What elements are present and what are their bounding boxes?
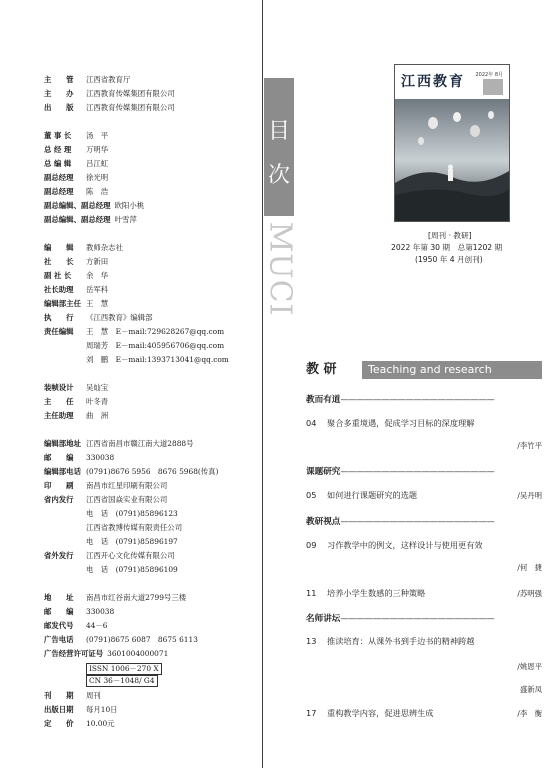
masthead-label: 总 经 理 <box>44 145 72 154</box>
section-title-cn: 教 研 <box>306 362 337 377</box>
column-divider <box>262 0 263 768</box>
toc-article[interactable]: 09 习作教学中的例文，这样设计与使用更有效 <box>306 540 483 550</box>
toc-author: /吴丹明 <box>517 491 542 500</box>
masthead-value: CN 36－1048/ G4 <box>86 675 158 687</box>
masthead-value: 《江西教育》编辑部 <box>86 313 153 322</box>
masthead-value: 44－6 <box>86 621 108 630</box>
masthead-row <box>44 159 108 169</box>
masthead-value: 汤 平 <box>86 131 109 140</box>
masthead-label: 主任助理 <box>44 411 74 420</box>
masthead-row <box>44 509 178 519</box>
masthead-row <box>44 201 144 211</box>
toc-author: 盛新凤 <box>519 685 542 694</box>
masthead-row <box>44 285 108 295</box>
masthead-row <box>44 145 108 155</box>
masthead-row <box>44 439 194 449</box>
toc-author: /苏明强 <box>517 589 542 598</box>
masthead-label: 主 任 <box>44 397 74 406</box>
masthead-value: 刘 鹏 E－mail:1393713041@qq.com <box>86 355 229 364</box>
masthead-row <box>44 243 123 253</box>
masthead-value: 周瑞芳 E－mail:405956706@qq.com <box>86 341 225 350</box>
section-title-en: Teaching and research <box>368 363 492 376</box>
masthead-row <box>44 719 115 729</box>
masthead-row <box>44 453 114 463</box>
toc-article[interactable]: 13 推读培育：从课外书到手边书的精神跨越 <box>306 636 475 646</box>
masthead-label: 编辑部地址 <box>44 439 81 448</box>
masthead-value: 欧阳小桃 <box>114 201 145 210</box>
toc-author: /李竹平 <box>517 441 542 450</box>
masthead-label: 编辑部电话 <box>44 467 81 476</box>
toc-article[interactable]: 17 重构教学内容，促进思辨生成 <box>306 708 434 718</box>
masthead-value: 江西省教博传媒有限责任公司 <box>86 523 183 532</box>
masthead-label: 编 辑 <box>44 243 74 252</box>
cover-image <box>394 64 510 222</box>
toc-author: /李 衡 <box>517 709 542 718</box>
masthead-value: 叶冬青 <box>86 397 109 406</box>
masthead-value: ISSN 1006－270 X <box>86 663 162 675</box>
masthead-row <box>44 593 186 603</box>
cover-title: 江西教育 <box>401 74 465 90</box>
masthead-row <box>44 187 108 197</box>
masthead-value: 曲 洲 <box>86 411 109 420</box>
toc-author: /何 捷 <box>517 563 542 572</box>
masthead-value: 吴灿宝 <box>86 383 109 392</box>
toc-category: 名师讲坛——————————————————— <box>306 614 495 624</box>
masthead-value: 每月10日 <box>86 705 118 714</box>
masthead-row <box>44 551 175 561</box>
masthead-value: 南昌市红星印刷有限公司 <box>86 481 168 490</box>
toc-article[interactable]: 11 培养小学生数感的三种策略 <box>306 588 426 598</box>
masthead-label: 副总编辑、副总经理 <box>44 201 111 210</box>
masthead-value: 江西省国焱实业有限公司 <box>86 495 168 504</box>
toc-pinyin <box>262 221 298 317</box>
masthead-row <box>44 495 167 505</box>
masthead-label: 定 价 <box>44 719 74 728</box>
masthead-label: 广告电话 <box>44 635 74 644</box>
masthead-label: 印 刷 <box>44 481 74 490</box>
masthead-label: 副总编辑、副总经理 <box>44 215 111 224</box>
masthead-label: 董 事 长 <box>44 131 72 140</box>
masthead-row <box>44 635 198 645</box>
masthead-label: 广告经营许可证号 <box>44 649 104 658</box>
toc-article[interactable]: 05 如何进行课题研究的选题 <box>306 490 418 500</box>
masthead-row <box>44 257 108 267</box>
masthead-label: 总 编 辑 <box>44 159 72 168</box>
masthead-label: 装帧设计 <box>44 383 74 392</box>
masthead-column <box>0 0 262 768</box>
masthead-label: 主 管 <box>44 75 74 84</box>
masthead-value: 叶雪萍 <box>114 215 137 224</box>
masthead-value: 王 慧 <box>86 299 109 308</box>
masthead-value: 周刊 <box>86 691 101 700</box>
masthead-row <box>44 523 182 533</box>
masthead-row <box>44 103 175 113</box>
toc-category: 教而有道——————————————————— <box>306 395 495 405</box>
masthead-row <box>44 621 108 631</box>
masthead-row <box>44 691 101 701</box>
masthead-label: 编辑部主任 <box>44 299 81 308</box>
toc-article[interactable]: 04 聚合多重境遇，促成学习目标的深度理解 <box>306 418 475 428</box>
masthead-value: 方新田 <box>86 257 109 266</box>
masthead-row <box>44 467 218 477</box>
masthead-value: 江西省南昌市赣江南大道2888号 <box>86 439 194 448</box>
masthead-value: (0791)8676 5956 8676 5968(传真) <box>86 467 219 476</box>
masthead-label: 邮发代号 <box>44 621 74 630</box>
masthead-value: 江西教育传媒集团有限公司 <box>86 89 175 98</box>
masthead-value: 江西省教育厅 <box>86 75 131 84</box>
masthead-value: 岳军科 <box>86 285 109 294</box>
masthead-value: 余 华 <box>86 271 109 280</box>
masthead-row <box>44 299 108 309</box>
masthead-row <box>44 607 114 617</box>
masthead-row <box>44 663 162 675</box>
masthead-row <box>44 173 108 183</box>
masthead-value: 3601004000071 <box>107 649 169 658</box>
masthead-value: 电 话 (0791)85896123 <box>86 509 178 518</box>
toc-title-char-2: 次 <box>267 163 290 188</box>
masthead-row <box>44 565 178 575</box>
masthead-value: 电 话 (0791)85896197 <box>86 537 178 546</box>
masthead-row <box>44 131 108 141</box>
masthead-row <box>44 383 108 393</box>
masthead-row <box>44 537 178 547</box>
toc-title-band <box>264 78 294 216</box>
masthead-value: 江西开心文化传媒有限公司 <box>86 551 175 560</box>
masthead-label: 主 办 <box>44 89 74 98</box>
toc-title-char-1: 目 <box>267 119 290 144</box>
toc-pinyin-text: MUCI <box>262 221 298 317</box>
masthead-row <box>44 341 224 351</box>
masthead-value: 教师杂志社 <box>86 243 123 252</box>
masthead-label: 邮 编 <box>44 453 74 462</box>
toc-author: /姚恩平 <box>517 662 542 671</box>
masthead-value: 电 话 (0791)85896109 <box>86 565 178 574</box>
cover-illustration <box>395 65 509 221</box>
masthead-row <box>44 327 224 337</box>
masthead-value: 330038 <box>86 607 115 616</box>
masthead-value: 陈 浩 <box>86 187 109 196</box>
masthead-label: 地 址 <box>44 593 74 602</box>
masthead-row <box>44 215 137 225</box>
masthead-value: 南昌市红谷南大道2799号三楼 <box>86 593 187 602</box>
masthead-value: 10.00元 <box>86 719 115 728</box>
masthead-value: (0791)8675 6087 8675 6113 <box>86 635 198 644</box>
masthead-value: 徐光明 <box>86 173 109 182</box>
masthead-row <box>44 705 118 715</box>
masthead-row <box>44 411 108 421</box>
masthead-label: 副 社 长 <box>44 271 72 280</box>
masthead-label: 省内发行 <box>44 495 74 504</box>
masthead-row <box>44 75 130 85</box>
cover-year: 2022年 8月 <box>475 72 503 78</box>
masthead-label: 副总经理 <box>44 173 74 182</box>
masthead-label: 邮 编 <box>44 607 74 616</box>
masthead-value: 330038 <box>86 453 115 462</box>
masthead-label: 执 行 <box>44 313 74 322</box>
masthead-row <box>44 89 175 99</box>
masthead-value: 吕江虹 <box>86 159 109 168</box>
masthead-value: 万明华 <box>86 145 109 154</box>
issue-type: [周刊 · 教研] <box>428 231 472 240</box>
section-header <box>306 359 542 381</box>
masthead-label: 社长助理 <box>44 285 74 294</box>
masthead-row <box>44 271 108 281</box>
masthead-row <box>44 313 153 323</box>
masthead-label: 省外发行 <box>44 551 74 560</box>
masthead-row <box>44 355 229 365</box>
toc-category: 教研视点——————————————————— <box>306 517 495 527</box>
masthead-label: 社 长 <box>44 257 74 266</box>
masthead-label: 责任编辑 <box>44 327 74 336</box>
toc-category: 课题研究——————————————————— <box>306 467 495 477</box>
masthead-row <box>44 649 168 659</box>
masthead-row <box>44 397 108 407</box>
masthead-label: 副总经理 <box>44 187 74 196</box>
masthead-row <box>44 481 167 491</box>
masthead-label: 出 版 <box>44 103 74 112</box>
masthead-label: 出版日期 <box>44 705 74 714</box>
issue-number: 2022 年第 30 期 总第1202 期 <box>391 243 503 252</box>
masthead-value: 王 慧 E－mail:729628267@qq.com <box>86 327 225 336</box>
masthead-row <box>44 675 158 687</box>
masthead-label: 刊 期 <box>44 691 74 700</box>
masthead-value: 江西教育传媒集团有限公司 <box>86 103 175 112</box>
issue-founded: (1950 年 4 月创刊) <box>415 255 483 264</box>
